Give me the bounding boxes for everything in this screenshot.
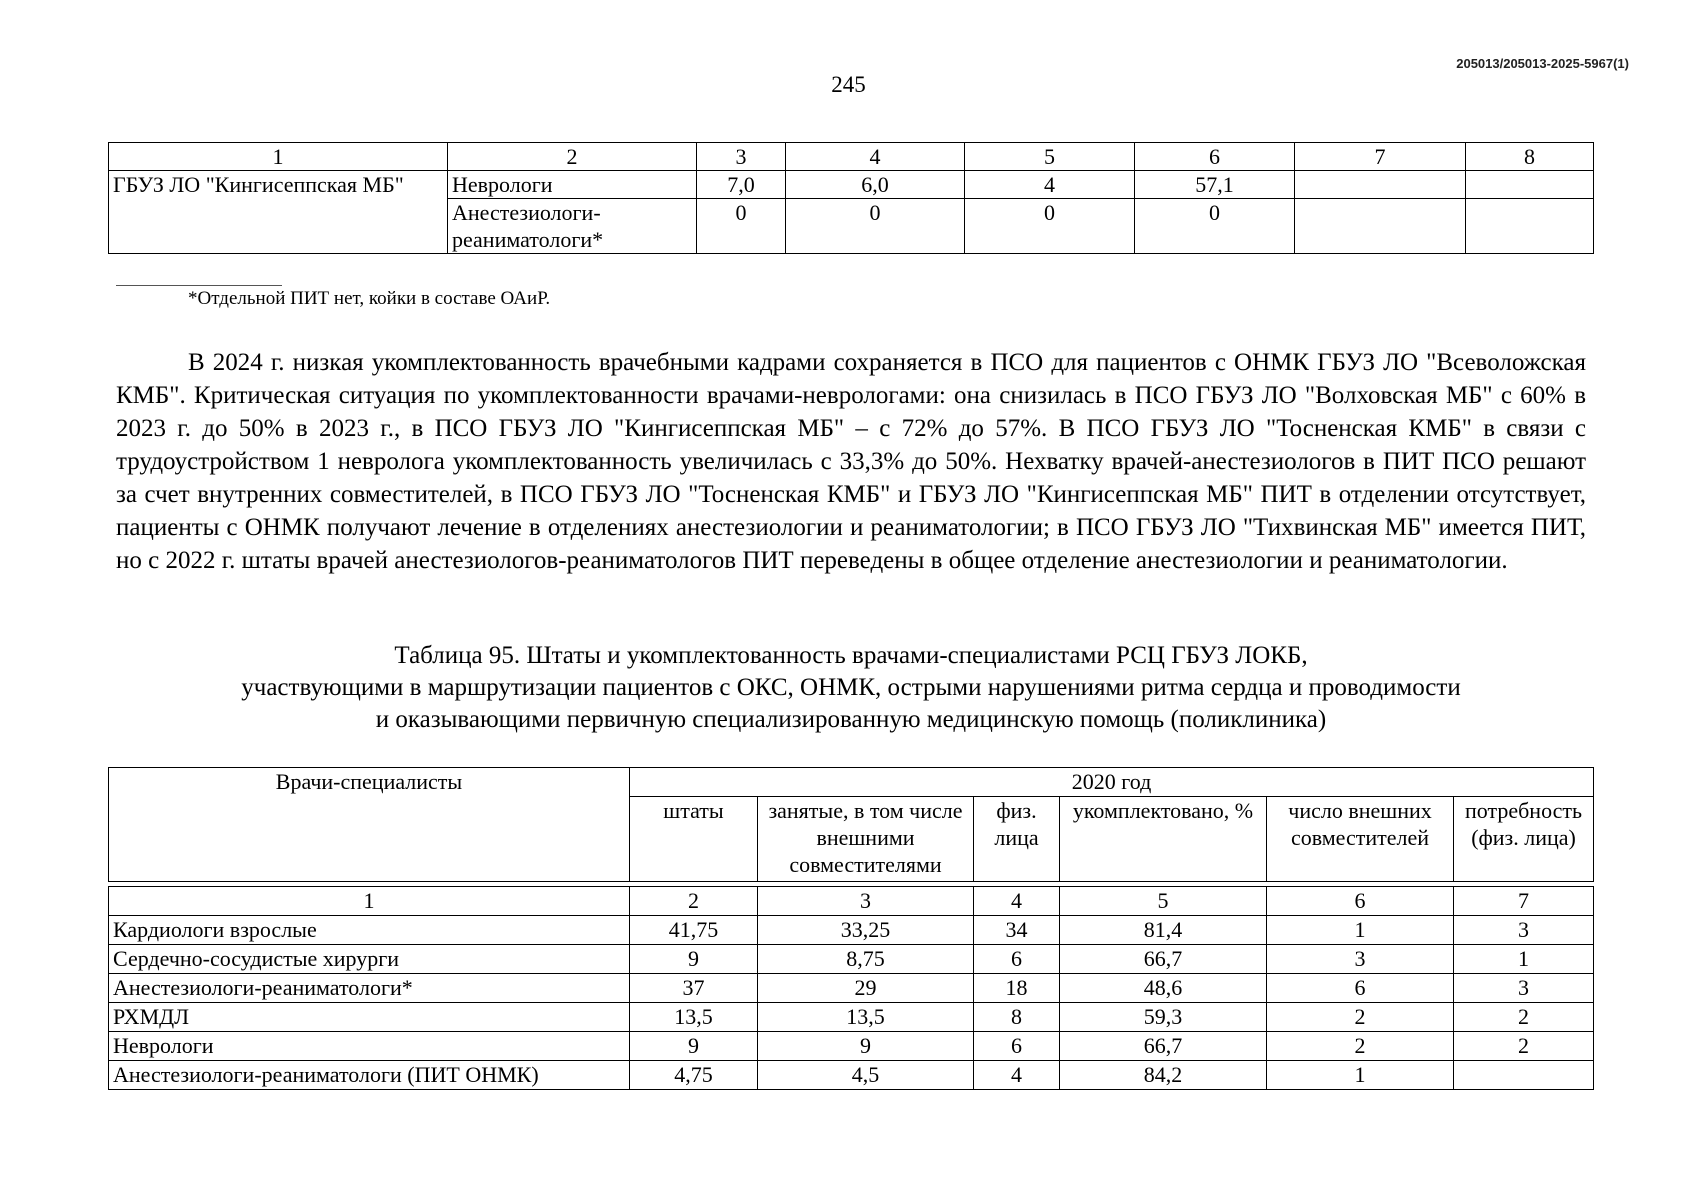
table-cell: 33,25 — [758, 916, 974, 945]
col-number: 3 — [697, 143, 786, 171]
table-cell: Анестезиологи-реаниматологи* — [109, 974, 630, 1003]
table-cell: 13,5 — [758, 1003, 974, 1032]
table-cell: 41,75 — [630, 916, 758, 945]
col-number: 2 — [630, 887, 758, 916]
table-cell: 1 — [1454, 945, 1594, 974]
table-cell: Кардиологи взрослые — [109, 916, 630, 945]
table-cell: 59,3 — [1060, 1003, 1267, 1032]
table-cell: 3 — [1267, 945, 1454, 974]
table-cell: 8,75 — [758, 945, 974, 974]
table-row — [109, 171, 1594, 199]
table-cell — [1454, 1061, 1594, 1090]
caption-line: Таблица 95. Штаты и укомплектованность врачами-специалистами РСЦ ГБУЗ ЛОКБ, — [394, 642, 1308, 669]
table-cell: Неврологи — [448, 171, 697, 199]
table-cell: 4 — [974, 1061, 1060, 1090]
table-cell: 9 — [630, 1032, 758, 1061]
table-cell: 7,0 — [697, 171, 786, 199]
table-cell: 1 — [1267, 1061, 1454, 1090]
sub-header: штаты — [630, 797, 758, 882]
table-cell: 66,7 — [1060, 1032, 1267, 1061]
table-cell: 4 — [965, 171, 1135, 199]
table-cell: 6 — [974, 1032, 1060, 1061]
col-number: 2 — [448, 143, 697, 171]
table-cell: 3 — [1454, 916, 1594, 945]
table-cell: 3 — [1454, 974, 1594, 1003]
table-header-row — [109, 768, 1594, 797]
table-cell: 66,7 — [1060, 945, 1267, 974]
col-number: 5 — [1060, 887, 1267, 916]
table-cell: 84,2 — [1060, 1061, 1267, 1090]
table-cell: Анестезиологи-реаниматологи* — [448, 199, 697, 254]
table-cell: 81,4 — [1060, 916, 1267, 945]
continued-table — [108, 142, 1594, 254]
document-id: 205013/205013-2025-5967(1) — [1456, 56, 1629, 71]
sub-header: потребность (физ. лица) — [1454, 797, 1594, 882]
table-row — [109, 1061, 1594, 1090]
col-number: 8 — [1466, 143, 1594, 171]
table-cell: 4,5 — [758, 1061, 974, 1090]
table-cell: 18 — [974, 974, 1060, 1003]
table-cell — [1466, 171, 1594, 199]
table-header-row — [109, 887, 1594, 916]
table-cell — [1466, 199, 1594, 254]
table-cell: 6,0 — [786, 171, 965, 199]
table-cell: 2 — [1454, 1032, 1594, 1061]
page-number: 245 — [831, 72, 866, 97]
org-cell: ГБУЗ ЛО "Кингисеппская МБ" — [109, 171, 448, 254]
table-cell: 2 — [1267, 1032, 1454, 1061]
table95-header — [108, 767, 1594, 882]
sub-header: укомплектовано, % — [1060, 797, 1267, 882]
table-cell: 2 — [1454, 1003, 1594, 1032]
table-cell — [1295, 199, 1466, 254]
table-cell: 37 — [630, 974, 758, 1003]
col-number: 6 — [1135, 143, 1295, 171]
table-cell: 0 — [697, 199, 786, 254]
col-number: 4 — [786, 143, 965, 171]
sub-header: занятые, в том числе внешними совместителями — [758, 797, 974, 882]
table-cell: Неврологи — [109, 1032, 630, 1061]
table-row — [109, 1003, 1594, 1032]
table-cell: 1 — [1267, 916, 1454, 945]
col-number: 7 — [1295, 143, 1466, 171]
col-number: 6 — [1267, 887, 1454, 916]
table-row — [109, 945, 1594, 974]
year-header: 2020 год — [630, 768, 1594, 797]
table-row — [109, 974, 1594, 1003]
table-header-row — [109, 143, 1594, 171]
body-paragraph: В 2024 г. низкая укомплектованность врачебными кадрами сохраняется в ПСО для пациентов с ОНМК ГБУЗ ЛО "Всеволожская КМБ". Критическая ситуация по укомплектованности врачами-неврологами: она снизилась в ПСО ГБУЗ ЛО "Волховская МБ" с 60% в 2023 г. до 50% в 2023 г., в ПСО ГБУЗ ЛО "Кингисеппская МБ" – с 72% до 57%. В ПСО ГБУЗ ЛО "Тосненская КМБ" в связи с трудоустройством 1 невролога укомплектованность увеличилась с 33,3% до 50%. Нехватку врачей-анестезиологов в ПИТ ПСО решают за счет внутренних совместителей, в ПСО ГБУЗ ЛО "Тосненская КМБ" и ГБУЗ ЛО "Кингисеппская МБ" ПИТ в отделении отсутствует, пациенты с ОНМК получают лечение в отделениях анестезиологии и реаниматологии; в ПСО ГБУЗ ЛО "Тихвинская МБ" имеется ПИТ, но с 2022 г. штаты врачей анестезиологов-реаниматологов ПИТ переведены в общее отделение анестезиологии и реаниматологии. — [116, 349, 1586, 574]
table-cell: 48,6 — [1060, 974, 1267, 1003]
table-row — [109, 1032, 1594, 1061]
footnote: *Отдельной ПИТ нет, койки в составе ОАиР. — [188, 288, 551, 309]
specialists-header: Врачи-специалисты — [109, 768, 630, 882]
table-cell: 9 — [758, 1032, 974, 1061]
col-number: 3 — [758, 887, 974, 916]
col-number: 1 — [109, 887, 630, 916]
table-cell: 4,75 — [630, 1061, 758, 1090]
table-cell: 0 — [1135, 199, 1295, 254]
col-number: 4 — [974, 887, 1060, 916]
table-cell: 9 — [630, 945, 758, 974]
table-cell: 57,1 — [1135, 171, 1295, 199]
table-cell: 0 — [965, 199, 1135, 254]
table-cell: 13,5 — [630, 1003, 758, 1032]
table-caption — [116, 640, 1586, 736]
sub-header: число внешних совместителей — [1267, 797, 1454, 882]
col-number: 7 — [1454, 887, 1594, 916]
table-cell: Сердечно-сосудистые хирурги — [109, 945, 630, 974]
footnote-rule — [116, 285, 282, 286]
table-cell: 6 — [974, 945, 1060, 974]
col-number: 5 — [965, 143, 1135, 171]
table-cell — [1295, 171, 1466, 199]
table95-body — [108, 886, 1594, 1090]
table-row — [109, 916, 1594, 945]
col-number: 1 — [109, 143, 448, 171]
table-cell: 29 — [758, 974, 974, 1003]
table-cell: 34 — [974, 916, 1060, 945]
sub-header: физ. лица — [974, 797, 1060, 882]
table-cell: 2 — [1267, 1003, 1454, 1032]
caption-line: участвующими в маршрутизации пациентов с ОКС, ОНМК, острыми нарушениями ритма сердца и проводимости — [241, 674, 1461, 701]
table-cell: РХМДЛ — [109, 1003, 630, 1032]
table-cell: Анестезиологи-реаниматологи (ПИТ ОНМК) — [109, 1061, 630, 1090]
table-cell: 8 — [974, 1003, 1060, 1032]
caption-line: и оказывающими первичную специализированную медицинскую помощь (поликлиника) — [375, 706, 1327, 733]
table-cell: 0 — [786, 199, 965, 254]
table-cell: 6 — [1267, 974, 1454, 1003]
